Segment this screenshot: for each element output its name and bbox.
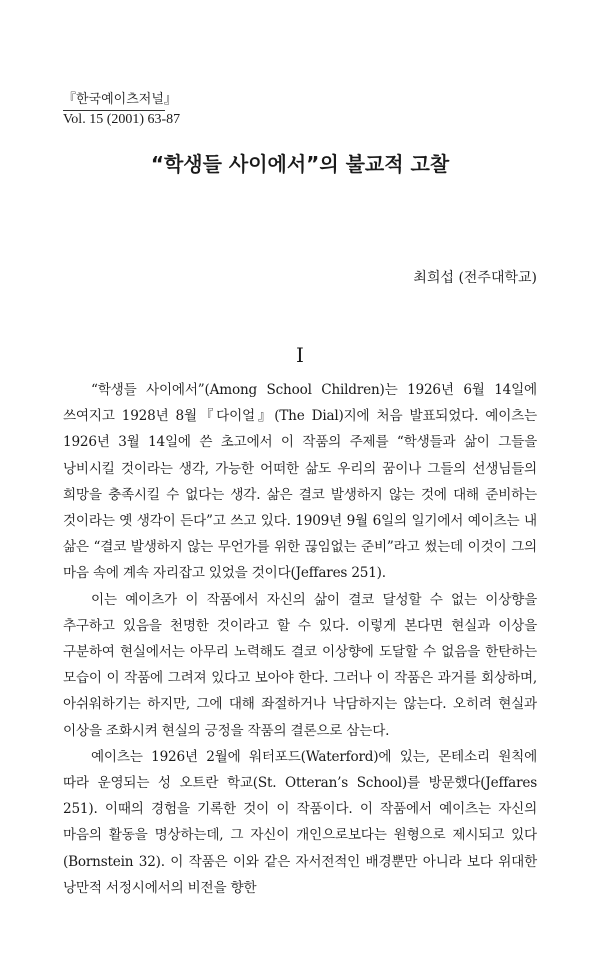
journal-name: 『한국예이츠저널』 [63,92,177,107]
paragraph: “학생들 사이에서”(Among School Children)는 1926년 6월 14일에 쓰여지고 1928년 8월『다이얼』(The Dial)지에 처음 발표되었다. 예이츠는 1926년 3월 14일에 쓴 초고에서 이 작품의 주제를 “학생들과 삶이 그들을 낭비시킬 것이라는 생각, 가능한 어떠한 삶도 우리의 꿈이나 그들의 선생님들의 희망을 충족시킬 수 없다는 생각. 삶은 결코 발생하지 않는 것에 대해 준비하는 것이라는 옛 생각이 든다”고 쓰고 있다. 1909년 9월 6일의 일기에서 예이츠는 내 삶은 “결코 발생하지 않는 무언가를 위한 끊임없는 준비”라고 썼는데 이것이 그의 마음 속에 계속 자리잡고 있었을 것이다(Jeffares 251). [63,382,537,582]
volume-info: Vol. 15 (2001) 63-87 [63,112,181,127]
author-affiliation: 최희섭 (전주대학교) [413,270,537,286]
journal-header [63,92,177,111]
paragraph: 예이츠는 1926년 2월에 워터포드(Waterford)에 있는, 몬테소리 원칙에 따라 운영되는 성 오트란 학교(St. Otteran’s School)를 방문했다(Jeffares 251). 이때의 경험을 기록한 것이 이 작품이다. 이 작품에서 예이츠는 자신의 마음의 활동을 명상하는데, 그 자신이 개인으로보다는 원형으로 제시되고 있다(Bornstein 32). 이 작품은 이와 같은 자서전적인 배경뿐만 아니라 보다 위대한 낭만적 서정시에서의 비전을 향한 [63,748,537,896]
section-heading: I [296,343,304,367]
header-rule [63,110,165,111]
body-text [63,377,537,901]
paragraph: 이는 예이츠가 이 작품에서 자신의 삶이 결코 달성할 수 없는 이상향을 추구하고 있음을 천명한 것이라고 할 수 있다. 이렇게 본다면 현실과 이상을 구분하여 현실에서는 아무리 노력해도 결코 이상향에 도달할 수 없음을 한탄하는 모습이 이 작품에 그려져 있다고 보아야 한다. 그러나 이 작품은 과거를 회상하며, 아쉬워하기는 하지만, 그에 대해 좌절하거나 낙담하지는 않는다. 오히려 현실과 이상을 조화시켜 현실의 긍정을 작품의 결론으로 삼는다. [63,591,537,739]
article-title: “학생들 사이에서”의 불교적 고찰 [150,152,450,176]
